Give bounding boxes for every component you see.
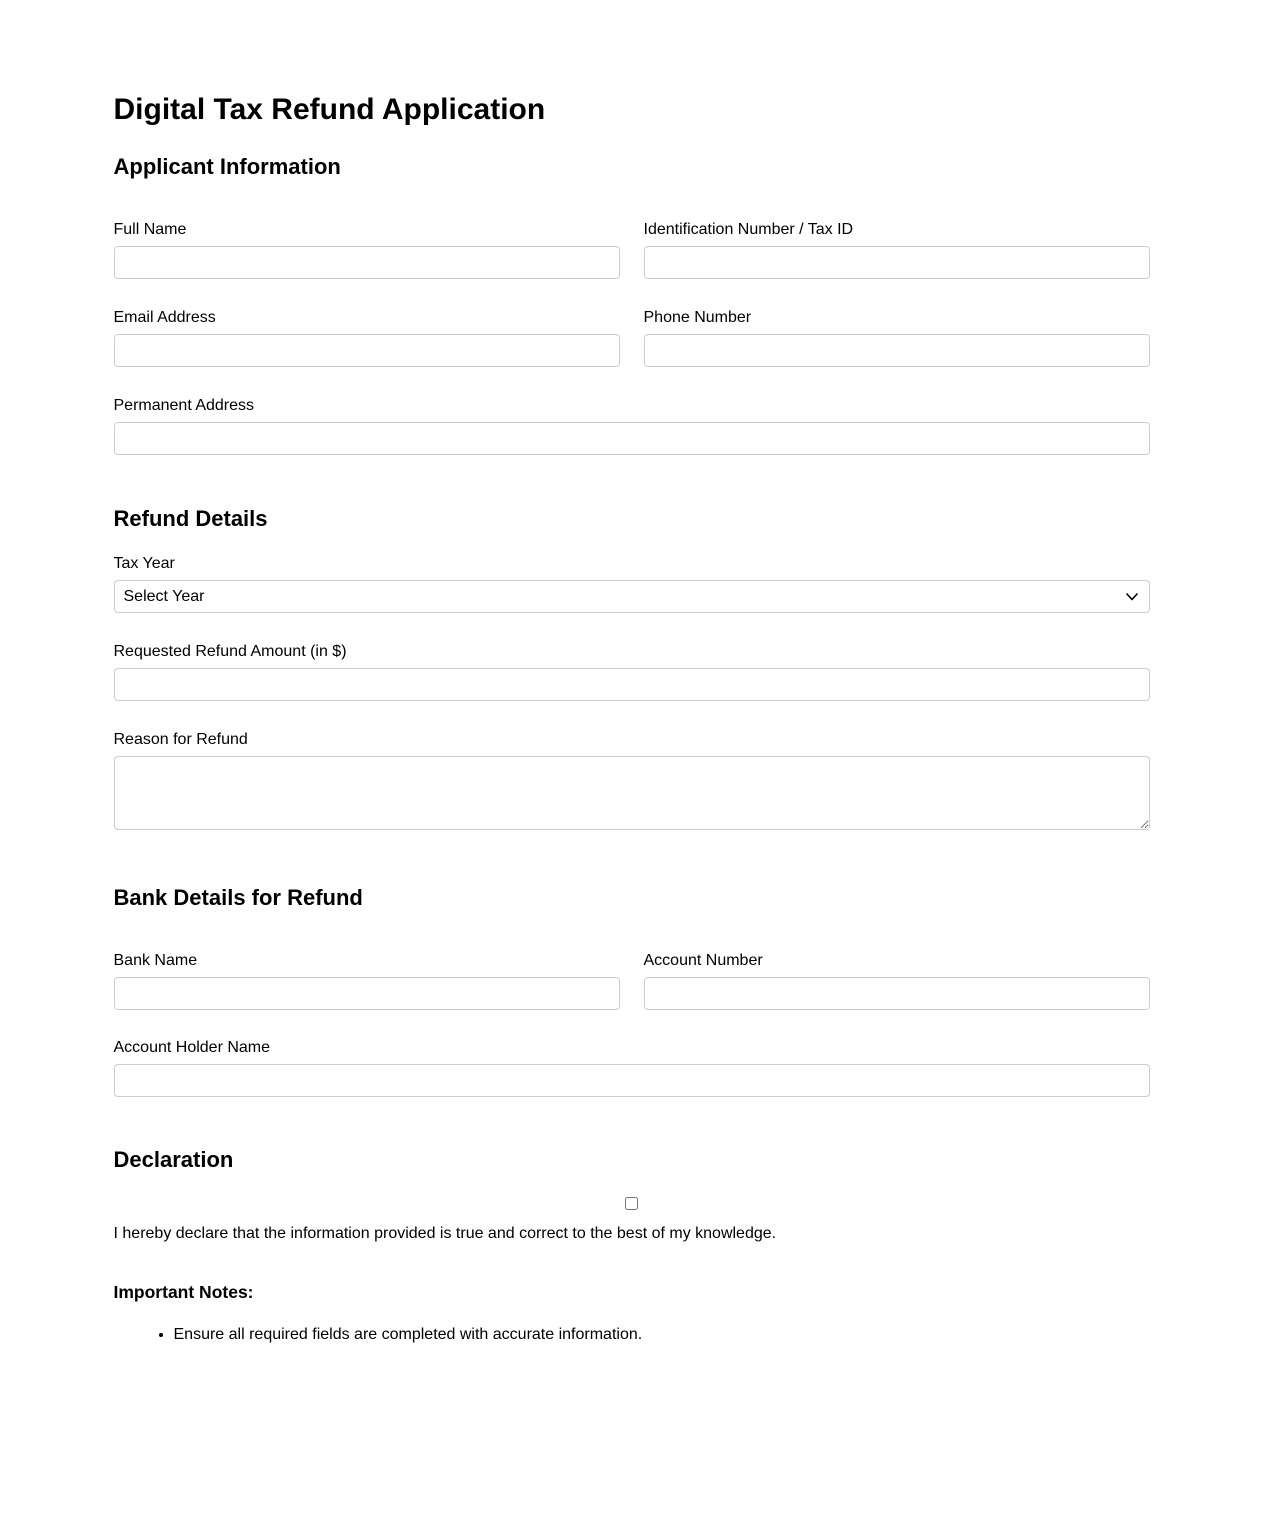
section-bank-details [114,885,1150,1097]
refund-reason-textarea[interactable] [114,756,1150,830]
tax-year-field [114,555,1150,613]
email-label: Email Address [113,309,216,326]
tax-year-select-wrap [114,580,1150,613]
form-container [113,0,1150,1343]
account-number-label: Account Number [643,952,763,969]
account-holder-label: Account Holder Name [113,1039,271,1056]
permanent-address-field [114,397,1150,455]
permanent-address-input[interactable] [114,422,1150,455]
refund-reason-label: Reason for Refund [113,731,248,748]
note-item: • Ensure all required fields are completed with accurate information. [174,1323,1150,1347]
tax-id-input[interactable] [644,246,1150,279]
declaration-checkbox[interactable] [625,1197,638,1210]
page-title: Digital Tax Refund Application [113,93,546,126]
section-applicant-information [114,154,1150,455]
tax-id-label: Identification Number / Tax ID [643,221,854,238]
full-name-field [114,221,620,279]
full-name-label: Full Name [113,221,187,238]
section-important-notes [113,1282,1150,1343]
refund-reason-field [114,731,1150,835]
account-number-input[interactable] [644,977,1150,1010]
declaration-checkbox-row [114,1197,1150,1215]
declaration-heading: Declaration [113,1147,234,1172]
applicant-fields-grid [114,221,1150,455]
refund-amount-input[interactable] [114,668,1150,701]
phone-input[interactable] [644,334,1150,367]
account-holder-field [114,1039,1150,1097]
tax-year-select[interactable] [114,580,1150,613]
bank-details-heading: Bank Details for Refund [113,885,363,910]
bank-name-label: Bank Name [113,952,198,969]
declaration-statement: I hereby declare that the information provided is true and correct to the best of my knowledge. [113,1225,777,1242]
applicant-information-heading: Applicant Information [113,154,341,179]
section-declaration [114,1147,1150,1243]
full-name-input[interactable] [114,246,620,279]
account-number-field [644,952,1150,1010]
email-input[interactable] [114,334,620,367]
email-field [114,309,620,367]
tax-id-field [644,221,1150,279]
phone-label: Phone Number [643,309,752,326]
bank-name-input[interactable] [114,977,620,1010]
tax-year-label: Tax Year [113,555,175,572]
bank-name-field [114,952,620,1010]
important-notes-heading: Important Notes: [113,1282,254,1302]
permanent-address-label: Permanent Address [113,397,255,414]
refund-amount-field [114,643,1150,701]
bank-fields-grid [114,952,1150,1097]
notes-list [114,1323,1150,1347]
notes-clip-region [114,1323,1150,1343]
refund-amount-label: Requested Refund Amount (in $) [113,643,347,660]
account-holder-input[interactable] [114,1064,1150,1097]
phone-field [644,309,1150,367]
refund-details-heading: Refund Details [113,506,268,531]
section-refund-details [114,506,1150,835]
